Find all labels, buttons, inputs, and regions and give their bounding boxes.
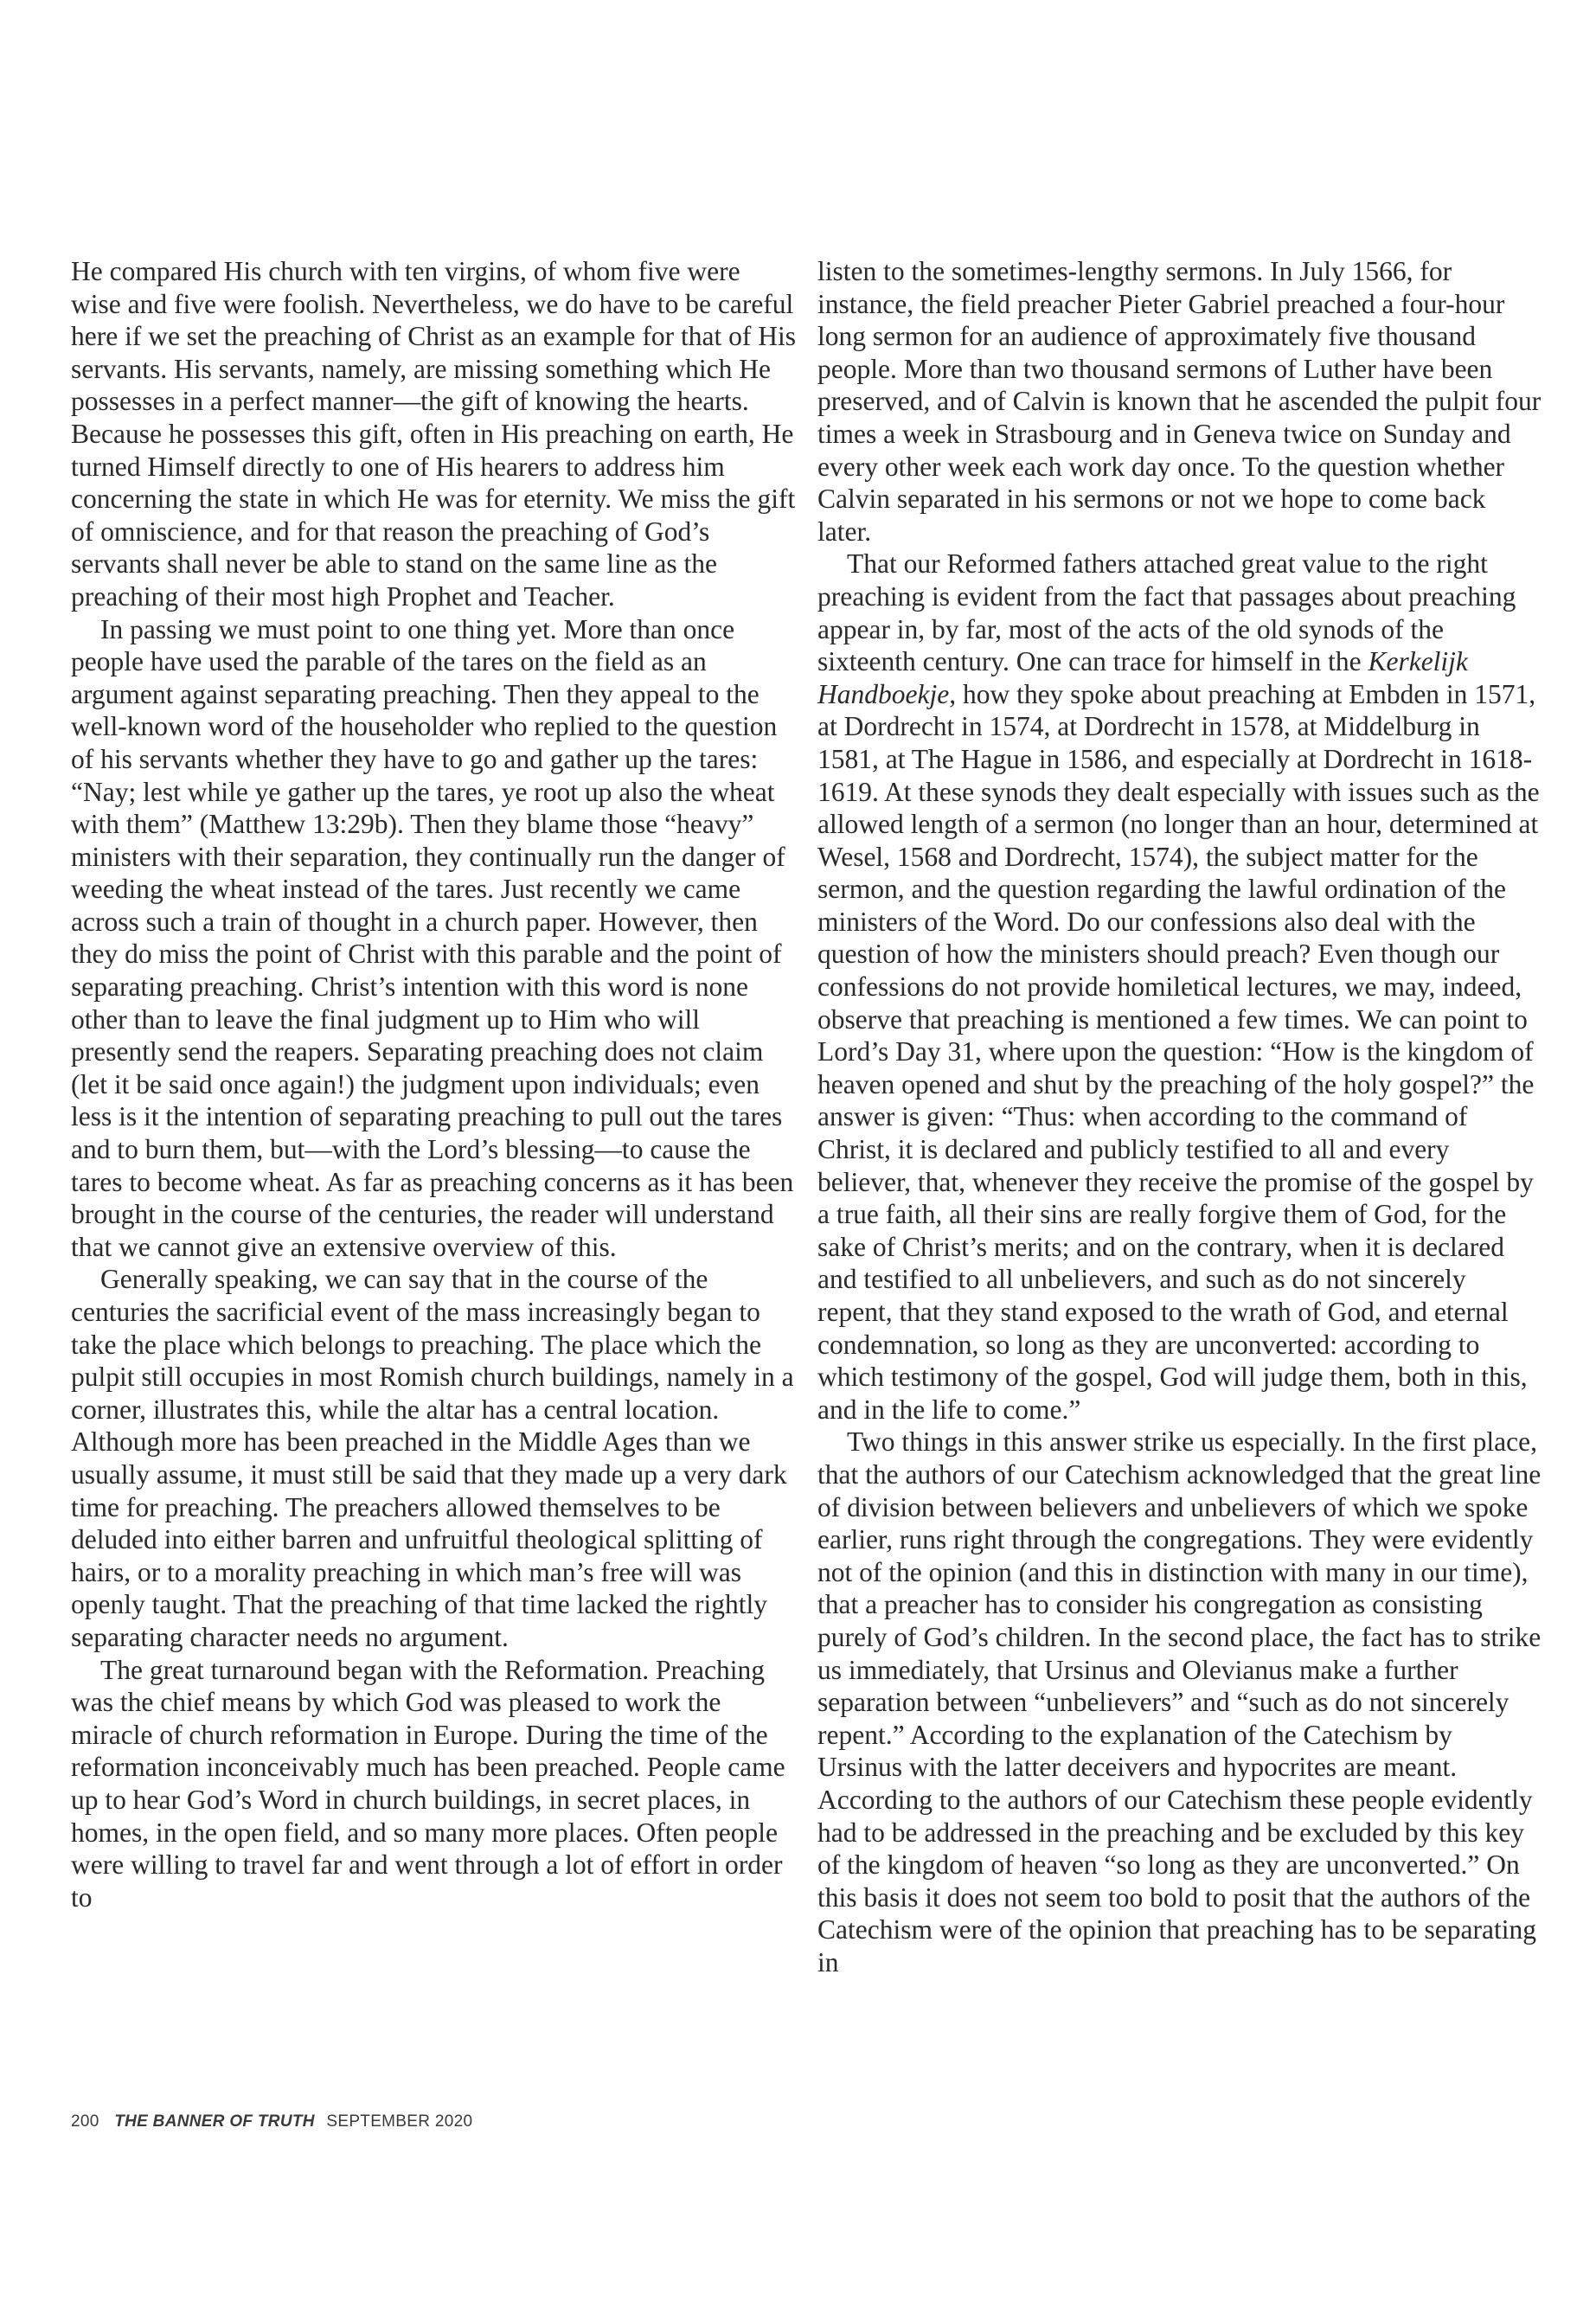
article-column-left [71,255,796,1913]
paragraph: The great turnaround began with the Reformation. Preaching was the chief means by which God was pleased to work the miracle of church reformation in Europe. During the time of the reformation inconceivably much has been preached. People came up to hear God’s Word in church buildings, in secret places, in homes, in the open field, and so many more places. Often people were willing to travel far and went through a lot of effort in order to [71,1654,785,1913]
paragraph: Generally speaking, we can say that in the course of the centuries the sacrificial event of the mass increasingly began to take the place which belongs to preaching. The place which the pulpit still occupies in most Romish church buildings, namely in a corner, illustrates this, while the altar has a central location. Although more has been preached in the Middle Ages than we usually assume, it must still be said that they made up a very dark time for preaching. The preachers allowed themselves to be deluded into either barren and unfruitful theological splitting of hairs, or to a morality preaching in which man’s free will was openly taught. That the preaching of that time lacked the rightly separating character needs no argument. [71,1264,794,1652]
paragraph: listen to the sometimes-lengthy sermons. In July 1566, for instance, the field preacher Pieter Gabriel preached a four-hour long sermon for an audience of approximately five thousand people. More than two thousand sermons of Luther have been preserved, and of Calvin is known that he ascended the pulpit four times a week in Strasbourg and in Geneva twice on Sunday and every other week each work day once. To the question whether Calvin separated in his sermons or not we hope to come back later. [817,256,1542,547]
issue-date: SEPTEMBER 2020 [326,2112,473,2131]
magazine-title: THE BANNER OF TRUTH [114,2112,315,2131]
paragraph: In passing we must point to one thing yet. More than once people have used the parable of the tares on the field as an argument against separating preaching. Then they appeal to the well-known word of the householder who replied to the question of his servants whether they have to go and gather up the tares: “Nay; lest while ye gather up the tares, ye root up also the wheat with them” (Matthew 13:29b). Then they blame those “heavy” ministers with their separation, they continually run the danger of weeding the wheat instead of the tares. Just recently we came across such a train of thought in a church paper. However, then they do miss the point of Christ with this parable and the point of separating preaching. Christ’s intention with this word is none other than to leave the final judgment up to Him who will presently send the reapers. Separating preaching does not claim (let it be said once again!) the judgment upon individuals; even less is it the intention of separating preaching to pull out the tares and to burn them, but—with the Lord’s blessing—to cause the tares to become wheat. As far as preaching concerns as it has been brought in the course of the centuries, the reader will understand that we cannot give an extensive overview of this. [71,613,794,1262]
page-footer [71,2112,472,2131]
paragraph-text: That our Reformed fathers attached great value to the right preaching is evident from the fact that passages about preaching appear in, by far, most of the acts of the old synods of the sixteenth century. One can trace for himself in the [817,548,1516,677]
paragraph: He compared His church with ten virgins, of whom five were wise and five were foolish. Nevertheless, we do have to be careful here if we set the preaching of Christ as an example for that of His servants. His servants, namely, are missing something which He possesses in a perfect manner—the gift of knowing the hearts. Because he possesses this gift, often in His preaching on earth, He turned Himself directly to one of His hearers to address him concerning the state in which He was for eternity. We miss the gift of omniscience, and for that reason the preaching of God’s servants shall never be able to stand on the same line as the preaching of their most high Prophet and Teacher. [71,256,796,612]
page-number: 200 [71,2112,99,2131]
book-title: Kerkelijk Handboekje [817,646,1468,709]
paragraph-text: , how they spoke about preaching at Embden in 1571, at Dordrecht in 1574, at Dordrecht in 1578, at Middelburg in 1581, at The Hague in 1586, and especially at Dordrecht in 1618-1619. At these synods they dealt especially with issues such as the allowed length of a sermon (no longer than an hour, determined at Wesel, 1568 and Dordrecht, 1574), the subject matter for the sermon, and the question regarding the lawful ordination of the ministers of the Word. Do our confessions also deal with the question of how the ministers should preach? Even though our confessions do not provide homiletical lectures, we may, indeed, observe that preaching is mentioned a few times. We can point to Lord’s Day 31, where upon the question: “How is the kingdom of heaven opened and shut by the preaching of the holy gospel?” the answer is given: “Thus: when according to the command of Christ, it is declared and publicly testified to all and every believer, that, whenever they receive the promise of the gospel by a true faith, all their sins are really forgive them of God, for the sake of Christ’s merits; and on the contrary, when it is declared and testified to all unbelievers, and such as do not sincerely repent, that they stand exposed to the wrath of God, and eternal condemnation, so long as they are unconverted: according to which testimony of the gospel, God will judge them, both in this, and in the life to come.” [817,678,1540,1425]
paragraph [817,548,1542,1426]
article-column-right [817,255,1542,1978]
paragraph: Two things in this answer strike us especially. In the first place, that the authors of our Catechism acknowledged that the great line of division between believers and unbelievers of which we spoke earlier, runs right through the congregations. They were evidently not of the opinion (and this in distinction with many in our time), that a preacher has to consider his congregation as consisting purely of God’s children. In the second place, the fact has to strike us immediately, that Ursinus and Olevianus make a further separation between “unbelievers” and “such as do not sincerely repent.” According to the explanation of the Catechism by Ursinus with the latter deceivers and hypocrites are meant. According to the authors of our Catechism these people evidently had to be addressed in the preaching and be excluded by this key of the kingdom of heaven “so long as they are unconverted.” On this basis it does not seem too bold to posit that the authors of the Catechism were of the opinion that preaching has to be separating in [817,1426,1542,1977]
